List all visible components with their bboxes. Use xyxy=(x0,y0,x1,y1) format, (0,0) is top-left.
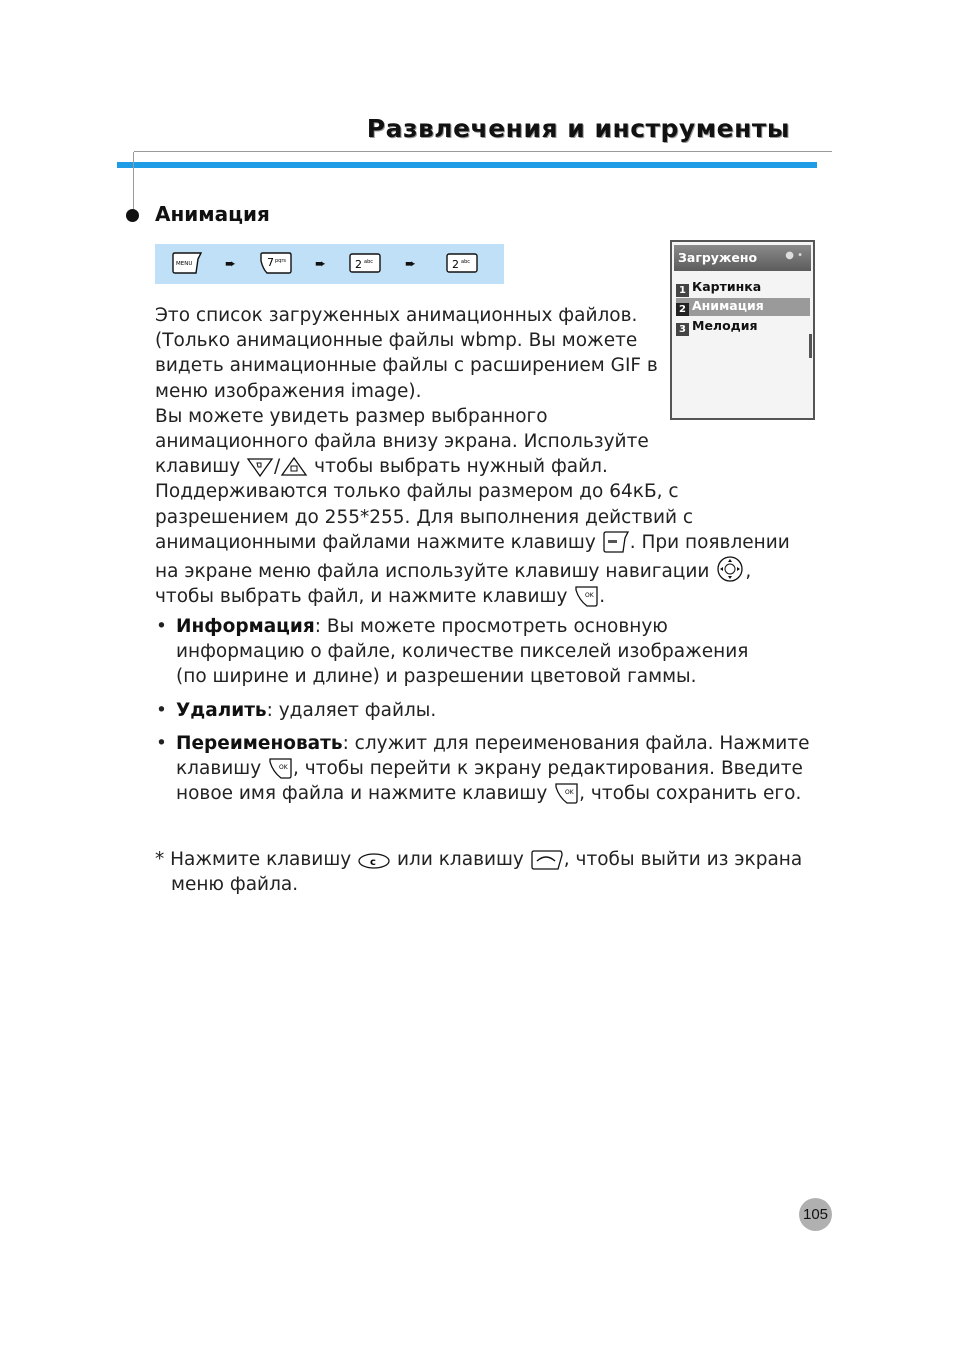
menu-key-icon xyxy=(602,530,630,554)
sequence-arrow: ➨ xyxy=(315,257,326,272)
option-text: : удаляет файлы. xyxy=(266,699,437,721)
body-fragment: , xyxy=(745,561,752,583)
phone-screen-header xyxy=(674,245,811,271)
option-text: : служит для переименования файла. Нажмите xyxy=(342,732,810,754)
option-text: (по ширине и длине) и разрешении цветовой гаммы. xyxy=(176,666,697,688)
list-bullet-icon: • xyxy=(156,732,167,754)
svg-text:abc: abc xyxy=(461,259,470,265)
footnote xyxy=(155,847,835,897)
svg-text:abc: abc xyxy=(364,259,373,265)
body-line: анимационного файла внизу экрана. Используйте xyxy=(155,431,649,453)
key-7-icon xyxy=(259,251,293,275)
clear-key-icon xyxy=(357,851,391,871)
phone-menu-item-label: Мелодия xyxy=(692,318,758,333)
list-bullet-icon: • xyxy=(156,616,167,637)
ok-key-icon xyxy=(553,781,579,805)
option-term: Переименовать xyxy=(176,732,343,754)
svg-text:2: 2 xyxy=(355,258,362,271)
svg-text:OK: OK xyxy=(565,789,574,797)
chapter-title: Развлечения и инструменты xyxy=(366,114,790,143)
phone-menu-item xyxy=(676,279,810,297)
body-fragment: на экране меню файла используйте клавишу навигации xyxy=(155,561,710,583)
svg-text:pqrs: pqrs xyxy=(275,258,287,264)
phone-menu-item-label: Картинка xyxy=(692,279,762,294)
body-line: разрешением до 255*255. Для выполнения действий с xyxy=(155,506,694,528)
key-sequence-bar xyxy=(155,244,504,284)
option-term: Удалить xyxy=(176,699,267,721)
body-line: видеть анимационные файлы с расширением GIF в xyxy=(155,355,658,377)
svg-text:2: 2 xyxy=(452,258,459,271)
phone-screen-title: Загружено xyxy=(678,250,758,265)
phone-screen-dots: ● • xyxy=(785,250,803,261)
up-key-icon xyxy=(246,456,274,478)
body-line xyxy=(155,530,835,555)
ok-key-icon xyxy=(267,756,293,780)
body-fragment: анимационными файлами нажмите клавишу xyxy=(155,531,596,553)
list-item xyxy=(156,698,826,723)
phone-menu-item-number: 3 xyxy=(676,323,689,336)
sequence-arrow: ➨ xyxy=(225,257,236,272)
option-text: , чтобы сохранить его. xyxy=(579,783,802,805)
body-line: Это список загруженных анимационных файлов. xyxy=(155,305,638,326)
list-item xyxy=(156,614,826,690)
svg-text:c: c xyxy=(370,857,377,868)
key-2-icon xyxy=(445,251,479,275)
body-fragment: . При появлении xyxy=(629,531,790,553)
svg-text:OK: OK xyxy=(585,592,594,600)
options-list xyxy=(156,614,826,806)
option-term: Информация xyxy=(176,616,315,637)
footnote-fragment: * Нажмите клавишу xyxy=(155,849,352,870)
body-fragment: . xyxy=(599,586,606,608)
ok-key-icon xyxy=(573,584,599,608)
menu-key-icon xyxy=(170,251,204,275)
body-line: (Только анимационные файлы wbmp. Вы можете xyxy=(155,330,638,352)
body-line: меню изображения image). xyxy=(155,380,422,402)
body-line xyxy=(155,454,835,479)
down-key-icon xyxy=(280,456,308,478)
option-text: новое имя файла и нажмите клавишу xyxy=(176,783,548,805)
body-line: Поддерживаются только файлы размером до 64кБ, с xyxy=(155,481,679,503)
footnote-line xyxy=(155,847,835,872)
list-item xyxy=(156,731,826,807)
footnote-fragment: , чтобы выйти из экрана xyxy=(563,849,803,870)
section-title: Анимация xyxy=(155,202,270,226)
body-fragment: клавишу xyxy=(155,456,241,478)
body-text xyxy=(155,303,835,609)
body-fragment: / xyxy=(274,456,281,478)
svg-text:7: 7 xyxy=(267,256,274,269)
option-text: , чтобы перейти к экрану редактирования. Введите xyxy=(293,758,803,780)
header-vertical-line xyxy=(133,152,134,214)
phone-menu-item-number: 1 xyxy=(676,284,689,297)
body-fragment: чтобы выбрать нужный файл. xyxy=(308,456,608,478)
section-bullet-icon xyxy=(126,209,139,222)
footnote-fragment: или клавишу xyxy=(396,849,524,870)
body-line: Вы можете увидеть размер выбранного xyxy=(155,405,548,427)
page-number: 105 xyxy=(799,1198,832,1231)
option-text: клавишу xyxy=(176,758,262,780)
list-bullet-icon: • xyxy=(156,699,167,721)
body-line xyxy=(155,584,835,609)
end-call-key-icon xyxy=(530,849,564,871)
body-line xyxy=(155,555,835,584)
option-text: : Вы можете просмотреть основную xyxy=(314,616,668,637)
sequence-arrow: ➨ xyxy=(405,257,416,272)
option-text: информацию о файле, количестве пикселей изображения xyxy=(176,641,749,663)
svg-text:OK: OK xyxy=(279,764,288,772)
phone-menu-item-label: Анимация xyxy=(692,298,764,313)
key-2-icon xyxy=(348,251,382,275)
footnote-line: меню файла. xyxy=(171,874,299,896)
svg-text:MENU: MENU xyxy=(176,261,193,267)
phone-menu-item-number: 2 xyxy=(676,303,689,316)
navigation-key-icon xyxy=(715,555,745,583)
body-fragment: чтобы выбрать файл, и нажмите клавишу xyxy=(155,586,568,608)
header-divider-blue xyxy=(117,162,817,168)
header-divider-thin xyxy=(134,151,832,152)
